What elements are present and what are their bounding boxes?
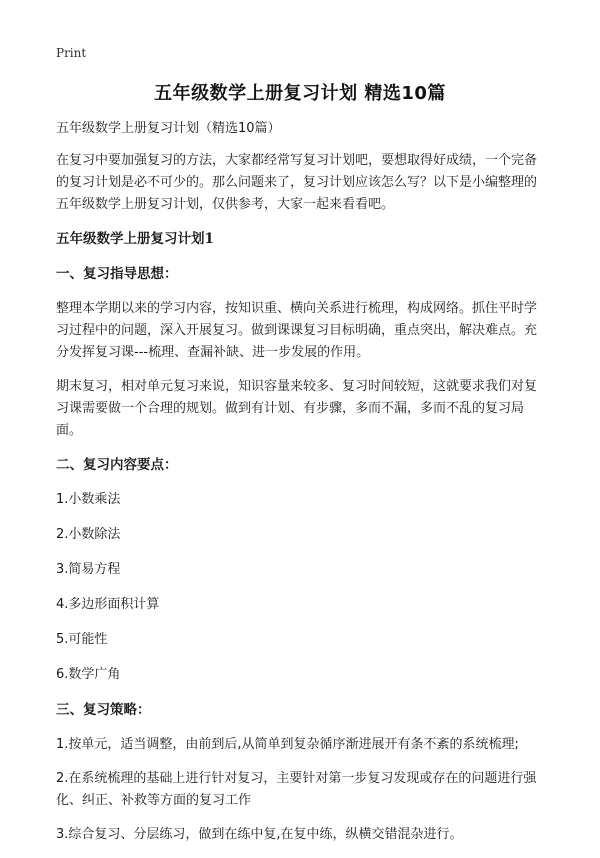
paragraph: 期末复习，相对单元复习来说，知识容量来较多、复习时间较短，这就要求我们对复习课需要做一个合理的规划。做到有计划、有步骤，多而不漏，多而不乱的复习局面。 bbox=[56, 379, 538, 438]
document-body bbox=[56, 118, 546, 858]
list-item: 5.可能性 bbox=[56, 632, 108, 647]
list-item: 3.简易方程 bbox=[56, 562, 121, 577]
list-item: 3.综合复习、分层练习，做到在练中复,在复中练，纵横交错混杂进行。 bbox=[56, 827, 463, 842]
document-title: 五年级数学上册复习计划 精选10篇 bbox=[154, 83, 446, 104]
list-item: 2.在系统梳理的基础上进行针对复习，主要针对第一步复习发现或存在的问题进行强化、纠正、补救等方面的复习工作 bbox=[56, 771, 537, 808]
intro-paragraph: 在复习中要加强复习的方法，大家都经常写复习计划吧，要想取得好成绩，一个完备的复习计划是必不可少的。那么问题来了，复习计划应该怎么写？以下是小编整理的五年级数学上册复习计划，仅供参考，大家一起来看看吧。 bbox=[56, 153, 538, 212]
list-item: 6.数学广角 bbox=[56, 667, 121, 682]
section-heading-strategy: 三、复习策略： bbox=[56, 702, 151, 718]
print-link[interactable]: Print bbox=[56, 46, 87, 60]
list-item: 2.小数除法 bbox=[56, 527, 121, 542]
list-item: 4.多边形面积计算 bbox=[56, 597, 160, 612]
list-item: 1.按单元，适当调整，由前到后,从简单到复杂循序渐进展开有条不紊的系统梳理; bbox=[56, 737, 519, 752]
section-heading-content-points: 二、复习内容要点： bbox=[56, 457, 178, 473]
plan-heading: 五年级数学上册复习计划1 bbox=[56, 231, 214, 247]
section-heading-guiding-ideas: 一、复习指导思想： bbox=[56, 266, 178, 282]
list-item: 1.小数乘法 bbox=[56, 492, 121, 507]
paragraph: 整理本学期以来的学习内容，按知识重、横向关系进行梳理，构成网络。抓住平时学习过程中的问题，深入开展复习。做到课课复习目标明确，重点突出，解决难点。充分发挥复习课---梳理、查漏补缺、进一步发展的作用。 bbox=[56, 301, 538, 360]
document-subtitle: 五年级数学上册复习计划（精选10篇） bbox=[56, 121, 281, 136]
